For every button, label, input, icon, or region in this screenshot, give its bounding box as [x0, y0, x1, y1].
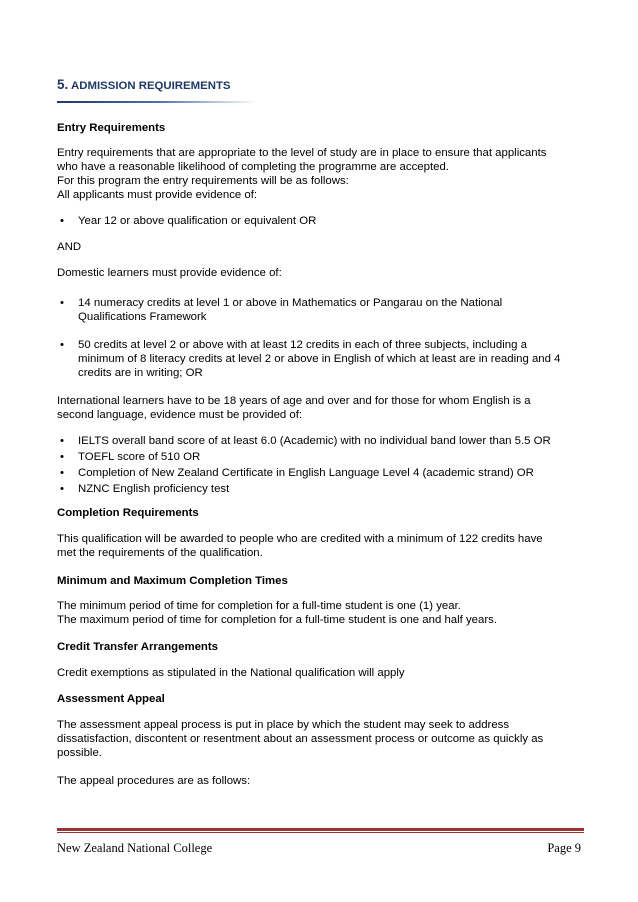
- appeal-line2: dissatisfaction, discontent or resentment about an assessment process or outcome as quickly as: [57, 733, 544, 745]
- times-heading: Minimum and Maximum Completion Times: [57, 575, 288, 587]
- intl-line1: International learners have to be 18 years of age and over and for those for whom English is a: [57, 395, 531, 407]
- intl-line2: second language, evidence must be provided of:: [57, 409, 303, 421]
- bullet-icon: •: [60, 215, 64, 227]
- list-item: [57, 466, 587, 480]
- entry-para-line1: Entry requirements that are appropriate to the level of study are in place to ensure that applicants: [57, 147, 547, 159]
- section-title-text: ADMISSION REQUIREMENTS: [71, 80, 231, 92]
- section-number: 5.: [57, 77, 69, 92]
- appeal-heading: Assessment Appeal: [57, 693, 165, 705]
- entry-heading: Entry Requirements: [57, 122, 166, 134]
- bullet-icon: •: [60, 297, 64, 309]
- footer-rule-thin: [57, 832, 584, 833]
- list-item: [57, 434, 587, 448]
- times-line1: The minimum period of time for completion for a full-time student is one (1) year.: [57, 600, 461, 612]
- bullet-icon: •: [60, 483, 64, 495]
- bullet-icon: •: [60, 339, 64, 351]
- list-item: [57, 338, 587, 380]
- list-item-text: NZNC English proficiency test: [78, 483, 230, 495]
- domestic-intro: Domestic learners must provide evidence of:: [57, 267, 282, 279]
- times-line2: The maximum period of time for completion for a full-time student is one and half years.: [57, 614, 498, 626]
- entry-para-line4: All applicants must provide evidence of:: [57, 189, 258, 201]
- list-item-text-line1: 14 numeracy credits at level 1 or above in Mathematics or Pangarau on the National: [78, 297, 503, 309]
- completion-line1: This qualification will be awarded to people who are credited with a minimum of 122 credits have: [57, 533, 543, 545]
- credit-heading: Credit Transfer Arrangements: [57, 641, 218, 653]
- section-title-underline: [57, 101, 257, 103]
- list-item-text-line2: minimum of 8 literacy credits at level 2 or above in English of which at least are in reading and 4: [78, 353, 561, 365]
- bullet-icon: •: [60, 435, 64, 447]
- appeal-line4: The appeal procedures are as follows:: [57, 775, 251, 787]
- list-item: [57, 482, 587, 496]
- list-item-text: Completion of New Zealand Certificate in English Language Level 4 (academic strand) OR: [78, 467, 534, 479]
- list-item-text-line3: credits are in writing; OR: [78, 367, 203, 379]
- bullet-icon: •: [60, 451, 64, 463]
- list-item-text: IELTS overall band score of at least 6.0 (Academic) with no individual band lower than 5.5 OR: [78, 435, 551, 447]
- list-item: [57, 450, 587, 464]
- list-item-text: TOEFL score of 510 OR: [78, 451, 201, 463]
- and-text: AND: [57, 241, 82, 253]
- credit-line1: Credit exemptions as stipulated in the National qualification will apply: [57, 667, 405, 679]
- list-item-text-line1: 50 credits at level 2 or above with at least 12 credits in each of three subjects, including a: [78, 339, 527, 351]
- list-item: [57, 296, 587, 324]
- bullet-icon: •: [60, 467, 64, 479]
- footer-college-name: New Zealand National College: [57, 841, 213, 855]
- completion-line2: met the requirements of the qualification.: [57, 547, 263, 559]
- list-item: [57, 214, 587, 228]
- list-item-text-line2: Qualifications Framework: [78, 311, 207, 323]
- appeal-line1: The assessment appeal process is put in place by which the student may seek to address: [57, 719, 510, 731]
- appeal-line3: possible.: [57, 747, 102, 759]
- list-item-text: Year 12 or above qualification or equivalent OR: [78, 215, 317, 227]
- completion-heading: Completion Requirements: [57, 507, 199, 519]
- footer-rule-thick: [57, 828, 584, 831]
- entry-para-line2: who have a reasonable likelihood of completing the programme are accepted.: [57, 161, 449, 173]
- section-title: [57, 78, 587, 93]
- footer-page-number: Page 9: [547, 841, 581, 855]
- entry-para-line3: For this program the entry requirements will be as follows:: [57, 175, 349, 187]
